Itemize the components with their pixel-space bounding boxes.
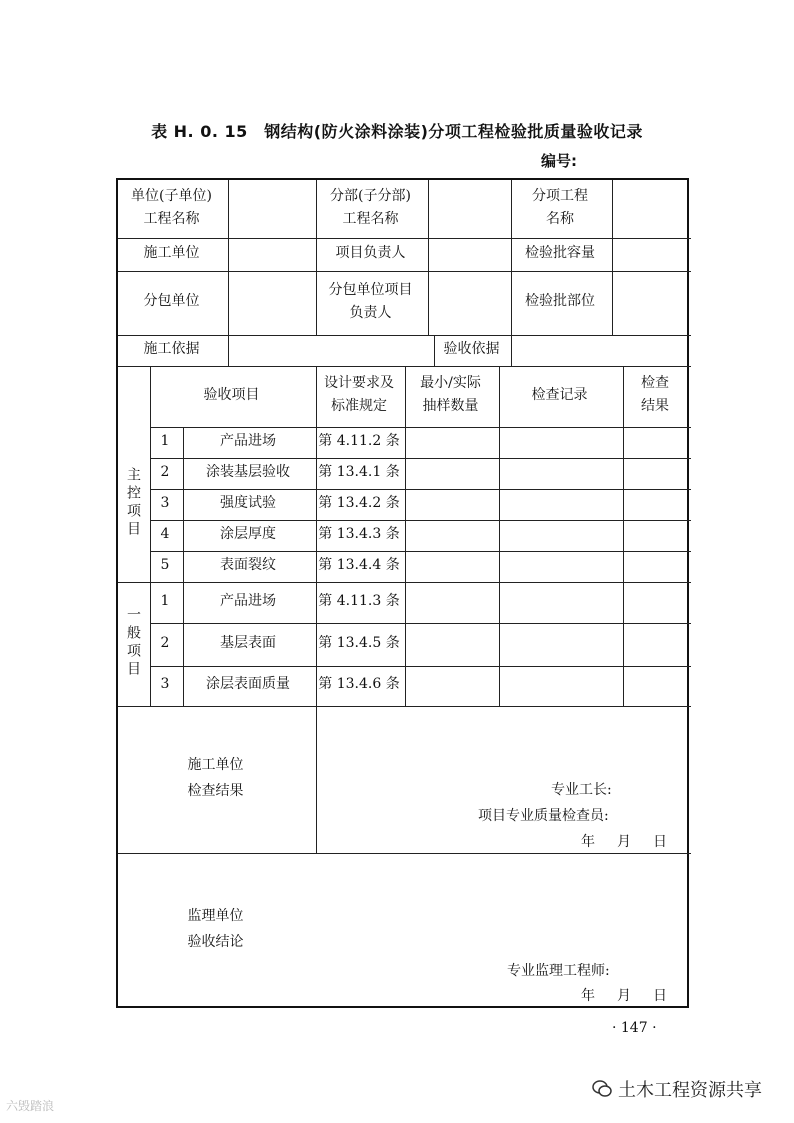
foreman-signature-label: 专业工长: <box>551 782 612 798</box>
main-item-name: 产品进场 <box>220 432 276 449</box>
division-project-name-label: 分部(子分部) 工程名称 <box>330 187 411 227</box>
serial-number-label: 编号: <box>541 152 577 170</box>
supervising-engineer-signature-label: 专业监理工程师: <box>507 963 610 979</box>
watermark-left: 六毁踏浪 <box>6 1099 55 1113</box>
document-title: 表 H. 0. 15 钢结构(防火涂料涂装)分项工程检验批质量验收记录 <box>151 122 643 141</box>
contractor-date-label: 年 月 日 <box>581 834 671 850</box>
column-header-design: 设计要求及 标准规定 <box>324 375 394 414</box>
subitem-project-name-label: 分项工程 名称 <box>532 187 588 227</box>
general-group-label: 一般项目 <box>125 606 141 679</box>
general-item-number: 1 <box>160 592 170 609</box>
main-item-name: 涂装基层验收 <box>206 463 290 480</box>
quality-inspector-signature-label: 项目专业质量检查员: <box>478 808 609 824</box>
main-item-clause: 第 13.4.3 条 <box>318 525 400 542</box>
contractor-check-label: 施工单位 检查结果 <box>187 757 244 799</box>
main-item-clause: 第 13.4.1 条 <box>318 463 400 480</box>
main-item-number: 1 <box>160 432 170 449</box>
column-header-item: 验收项目 <box>203 386 260 403</box>
main-item-name: 涂层厚度 <box>220 525 276 542</box>
main-item-clause: 第 13.4.2 条 <box>318 494 400 511</box>
general-item-clause: 第 4.11.3 条 <box>318 592 400 609</box>
column-header-result: 检查 结果 <box>641 375 669 414</box>
acceptance-basis-label: 验收依据 <box>443 340 500 357</box>
batch-capacity-label: 检验批容量 <box>525 244 595 261</box>
main-item-name: 表面裂纹 <box>220 556 276 573</box>
contractor-label: 施工单位 <box>143 244 200 261</box>
main-item-number: 5 <box>160 556 170 573</box>
subcontract-manager-label: 分包单位项目 负责人 <box>328 281 413 321</box>
watermark-right <box>592 1076 762 1102</box>
batch-location-label: 检验批部位 <box>525 293 595 309</box>
main-item-clause: 第 13.4.4 条 <box>318 556 400 573</box>
watermark-right-text: 土木工程资源共享 <box>618 1080 762 1101</box>
main-item-number: 2 <box>160 463 170 480</box>
general-item-name: 基层表面 <box>220 634 276 651</box>
main-item-number: 3 <box>160 494 170 511</box>
supervisor-check-label: 监理单位 验收结论 <box>187 908 244 950</box>
project-manager-label: 项目负责人 <box>335 244 406 261</box>
main-item-number: 4 <box>160 525 170 542</box>
general-item-number: 2 <box>160 634 170 651</box>
construction-basis-label: 施工依据 <box>143 340 200 357</box>
general-item-number: 3 <box>160 676 170 692</box>
general-item-name: 涂层表面质量 <box>206 676 290 692</box>
wechat-icon <box>592 1079 612 1099</box>
main-control-group-label: 主控项目 <box>125 467 141 539</box>
subcontractor-label: 分包单位 <box>143 293 200 309</box>
page-number: · 147 · <box>612 1020 657 1036</box>
column-header-sample: 最小/实际 抽样数量 <box>420 375 481 414</box>
general-item-clause: 第 13.4.6 条 <box>318 676 400 692</box>
unit-project-name-label: 单位(子单位) 工程名称 <box>131 187 212 227</box>
general-item-name: 产品进场 <box>220 592 276 609</box>
supervisor-date-label: 年 月 日 <box>581 988 671 1004</box>
main-item-clause: 第 4.11.2 条 <box>318 432 400 449</box>
main-item-name: 强度试验 <box>220 494 276 511</box>
general-item-clause: 第 13.4.5 条 <box>318 634 400 651</box>
column-header-record: 检查记录 <box>531 386 588 403</box>
